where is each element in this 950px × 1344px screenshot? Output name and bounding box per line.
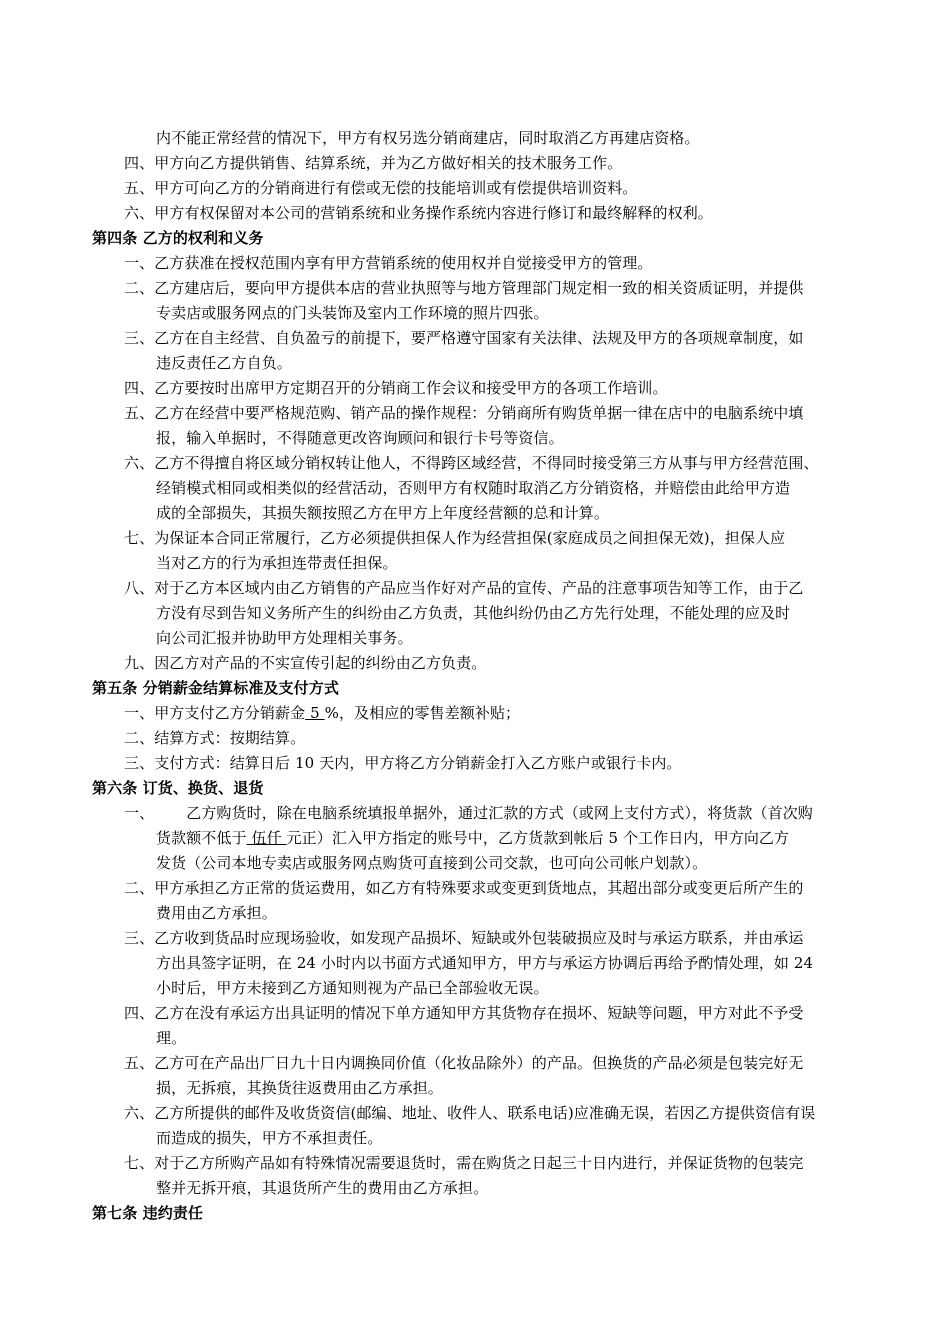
text-line: 发货（公司本地专卖店或服务网点购货可直接到公司交款，也可向公司帐户划款）。 <box>156 854 708 872</box>
text-line: 五、乙方可在产品出厂日九十日内调换同价值（化妆品除外）的产品。但换货的产品必须是包装完好无 <box>124 1054 804 1072</box>
text-line: 方没有尽到告知义务所产生的纠纷由乙方负责，其他纠纷仍由乙方先行处理，不能处理的应及时 <box>156 604 791 622</box>
text-line: 损，无拆痕，其换货往返费用由乙方承担。 <box>156 1079 443 1097</box>
text-line: 专卖店或服务网点的门头装饰及室内工作环境的照片四张。 <box>156 304 549 322</box>
section-heading: 第七条 违约责任 <box>92 1204 204 1222</box>
text-line: 三、乙方在自主经营、自负盈亏的前提下，要严格遵守国家有关法律、法规及甲方的各项规章制度，如 <box>124 329 804 347</box>
text-line: 七、对于乙方所购产品如有特殊情况需要退货时，需在购货之日起三十日内进行，并保证货物的包装完 <box>124 1154 804 1172</box>
section-heading: 第六条 订货、换货、退货 <box>92 779 264 797</box>
text-line: 四、乙方要按时出席甲方定期召开的分销商工作会议和接受甲方的各项工作培训。 <box>124 379 668 397</box>
text-line: 五、乙方在经营中要严格规范购、销产品的操作规程：分销商所有购货单据一律在店中的电脑系统中填 <box>124 404 804 422</box>
text-line <box>124 803 813 823</box>
text-line: 六、乙方所提供的邮件及收货资信(邮编、地址、收件人、联系电话)应准确无误，若因乙方提供资信有误 <box>124 1104 816 1122</box>
text-fragment: 一、 <box>124 804 155 822</box>
text-line: 经销模式相同或相类似的经营活动，否则甲方有权随时取消乙方分销资格，并赔偿由此给甲方造 <box>156 479 791 497</box>
text-line: 方出具签字证明，在 24 小时内以书面方式通知甲方，甲方与承运方协调后再给予酌情处理，如 24 <box>156 954 814 972</box>
text-line: 二、乙方建店后，要向甲方提供本店的营业执照等与地方管理部门规定相一致的相关资质证明，并提供 <box>124 279 804 297</box>
text-line: 六、乙方不得擅自将区域分销权转让他人，不得跨区域经营，不得同时接受第三方从事与甲方经营范围、 <box>124 454 819 472</box>
text-line: 违反责任乙方自负。 <box>156 354 292 372</box>
text-line: 二、甲方承担乙方正常的货运费用，如乙方有特殊要求或变更到货地点，其超出部分或变更后所产生的 <box>124 879 804 897</box>
text-fragment: 乙方购货时，除在电脑系统填报单据外，通过汇款的方式（或网上支付方式），将货款（首次购 <box>186 804 813 822</box>
text-fragment: 元正）汇入甲方指定的账号中，乙方货款到帐后 5 个工作日内，甲方向乙方 <box>286 829 790 847</box>
text-line: 当对乙方的行为承担连带责任担保。 <box>156 554 398 572</box>
text-line: 八、对于乙方本区域内由乙方销售的产品应当作好对产品的宣传、产品的注意事项告知等工作，由于乙 <box>124 579 804 597</box>
text-line: 四、甲方向乙方提供销售、结算系统，并为乙方做好相关的技术服务工作。 <box>124 154 623 172</box>
text-line: 四、乙方在没有承运方出具证明的情况下单方通知甲方其货物存在损坏、短缺等问题，甲方对此不予受 <box>124 1004 804 1022</box>
filled-blank: 5 <box>305 704 325 722</box>
text-line: 而造成的损失，甲方不承担责任。 <box>156 1129 383 1147</box>
text-line: 三、乙方收到货品时应现场验收，如发现产品损坏、短缺或外包装破损应及时与承运方联系，并由承运 <box>124 929 804 947</box>
text-fragment: %，及相应的零售差额补贴； <box>324 704 521 722</box>
text-line: 六、甲方有权保留对本公司的营销系统和业务操作系统内容进行修订和最终解释的权利。 <box>124 204 713 222</box>
text-line: 内不能正常经营的情况下，甲方有权另选分销商建店，同时取消乙方再建店资格。 <box>156 129 700 147</box>
text-line <box>156 828 789 848</box>
text-fragment: 货款额不低于 <box>156 829 247 847</box>
text-line <box>124 703 520 723</box>
text-line: 费用由乙方承担。 <box>156 904 277 922</box>
text-line: 整并无拆开痕，其退货所产生的费用由乙方承担。 <box>156 1179 489 1197</box>
text-line: 二、结算方式：按期结算。 <box>124 729 306 747</box>
filled-blank: 伍仟 <box>246 829 287 847</box>
text-line: 小时后，甲方未接到乙方通知则视为产品已全部验收无误。 <box>156 979 549 997</box>
text-line: 向公司汇报并协助甲方处理相关事务。 <box>156 629 413 647</box>
text-line: 五、甲方可向乙方的分销商进行有偿或无偿的技能培训或有偿提供培训资料。 <box>124 179 638 197</box>
section-heading: 第五条 分销薪金结算标准及支付方式 <box>92 679 339 697</box>
text-line: 七、为保证本合同正常履行，乙方必须提供担保人作为经营担保(家庭成员之间担保无效)，担保人应 <box>124 529 786 547</box>
section-heading: 第四条 乙方的权利和义务 <box>92 229 264 247</box>
text-line: 理。 <box>156 1029 187 1047</box>
text-line: 报，输入单据时，不得随意更改咨询顾问和银行卡号等资信。 <box>156 429 564 447</box>
text-line: 一、乙方获准在授权范围内享有甲方营销系统的使用权并自觉接受甲方的管理。 <box>124 254 653 272</box>
text-line: 九、因乙方对产品的不实宣传引起的纠纷由乙方负责。 <box>124 654 487 672</box>
text-line: 成的全部损失，其损失额按照乙方在甲方上年度经营额的总和计算。 <box>156 504 610 522</box>
text-fragment: 一、甲方支付乙方分销薪金 <box>124 704 306 722</box>
text-line: 三、支付方式：结算日后 10 天内，甲方将乙方分销薪金打入乙方账户或银行卡内。 <box>124 754 682 772</box>
